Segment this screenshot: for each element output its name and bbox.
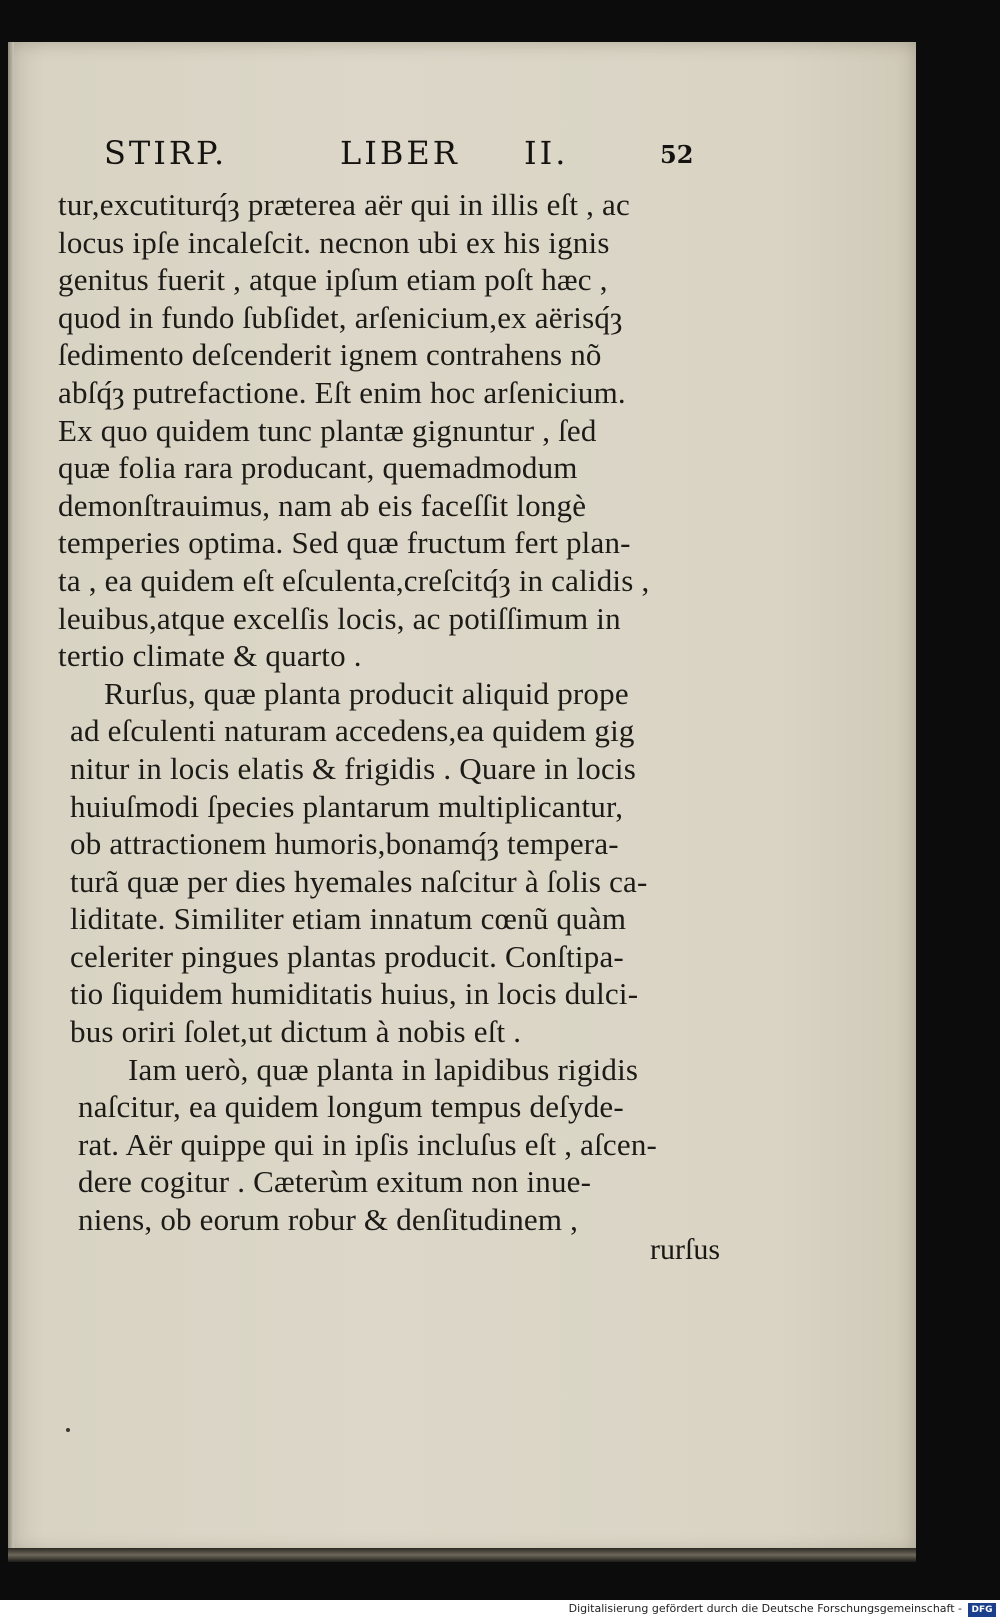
text-line: Ex quo quidem tunc plantæ gignuntur , ſed (58, 412, 597, 448)
digitization-footer (0, 1600, 1000, 1621)
text-line: tur,excutiturq́ȝ præterea aër qui in illis eſt , ac (58, 187, 630, 222)
text-line: nitur in locis elatis & frigidis . Quare in locis (70, 750, 636, 786)
text-line: Rurſus, quæ planta producit aliquid prope (104, 675, 629, 711)
text-line: quæ folia rara producant, quemadmodum (58, 450, 578, 486)
text-line: huiuſmodi ſpecies plantarum multiplicantur, (70, 788, 624, 824)
text-line: celeriter pingues plantas producit. Conſtipa- (70, 938, 624, 974)
text-line: dere cogitur . Cæterùm exitum non inue- (78, 1164, 592, 1200)
text-line: ſedimento deſcenderit ignem contrahens nõ (58, 337, 602, 373)
text-line: ta , ea quidem eſt eſculenta,creſcitq́ȝ in calidis , (58, 562, 650, 598)
text-line: naſcitur, ea quidem longum tempus deſyde- (78, 1089, 624, 1125)
catchword: rurſus (650, 1233, 720, 1266)
running-header (104, 134, 704, 178)
text-line: ad eſculenti naturam accedens,ea quidem gig (70, 713, 635, 749)
text-line: tio ſiquidem humiditatis huius, in locis dulci- (70, 976, 639, 1012)
text-line: tertio climate & quarto . (58, 638, 362, 674)
text-line: bus oriri ſolet,ut dictum à nobis eſt . (70, 1014, 522, 1050)
running-header-center: LIBER (340, 134, 460, 172)
text-line: turã quæ per dies hyemales naſcitur à ſolis ca- (70, 863, 648, 899)
text-line: temperies optima. Sed quæ fructum fert plan- (58, 525, 631, 561)
text-line: locus ipſe incaleſcit. necnon ubi ex his ignis (58, 224, 610, 260)
paper-speck (66, 1428, 70, 1432)
text-line: demonſtrauimus, nam ab eis faceſſit longè (58, 487, 587, 523)
running-header-book-number: II. (524, 134, 569, 172)
paragraph-3 (58, 1051, 734, 1239)
dfg-logo-icon: DFG (968, 1603, 996, 1617)
text-line: Iam uerò, quæ planta in lapidibus rigidis (128, 1051, 639, 1087)
text-line: genitus fuerit , atque ipſum etiam poſt hæc , (58, 262, 608, 298)
paragraph-2 (58, 675, 734, 1051)
footer-credit: Digitalisierung gefördert durch die Deutsche Forschungsgemeinschaft - (568, 1602, 962, 1615)
text-line: rat. Aër quippe qui in ipſis incluſus eſt , aſcen- (78, 1126, 658, 1162)
text-line: quod in fundo ſubſidet, arſenicium,ex aërisq́ȝ (58, 299, 623, 335)
page-number: 52 (660, 140, 694, 169)
text-line: niens, ob eorum robur & denſitudinem , (78, 1202, 579, 1238)
text-line: ob attractionem humoris,bonamq́ȝ tempera- (70, 826, 619, 862)
body-text (58, 186, 734, 1239)
running-header-left: STIRP. (104, 134, 228, 172)
page-gutter-edge (8, 42, 14, 1554)
paragraph-1 (58, 186, 734, 675)
text-line: abſq́ȝ putrefactione. Eſt enim hoc arſenicium. (58, 374, 626, 410)
page-bottom-edge (8, 1548, 916, 1562)
text-line: liditate. Similiter etiam innatum cœnũ quàm (70, 901, 627, 937)
text-line: leuibus,atque excelſis locis, ac potiſſimum in (58, 600, 621, 636)
